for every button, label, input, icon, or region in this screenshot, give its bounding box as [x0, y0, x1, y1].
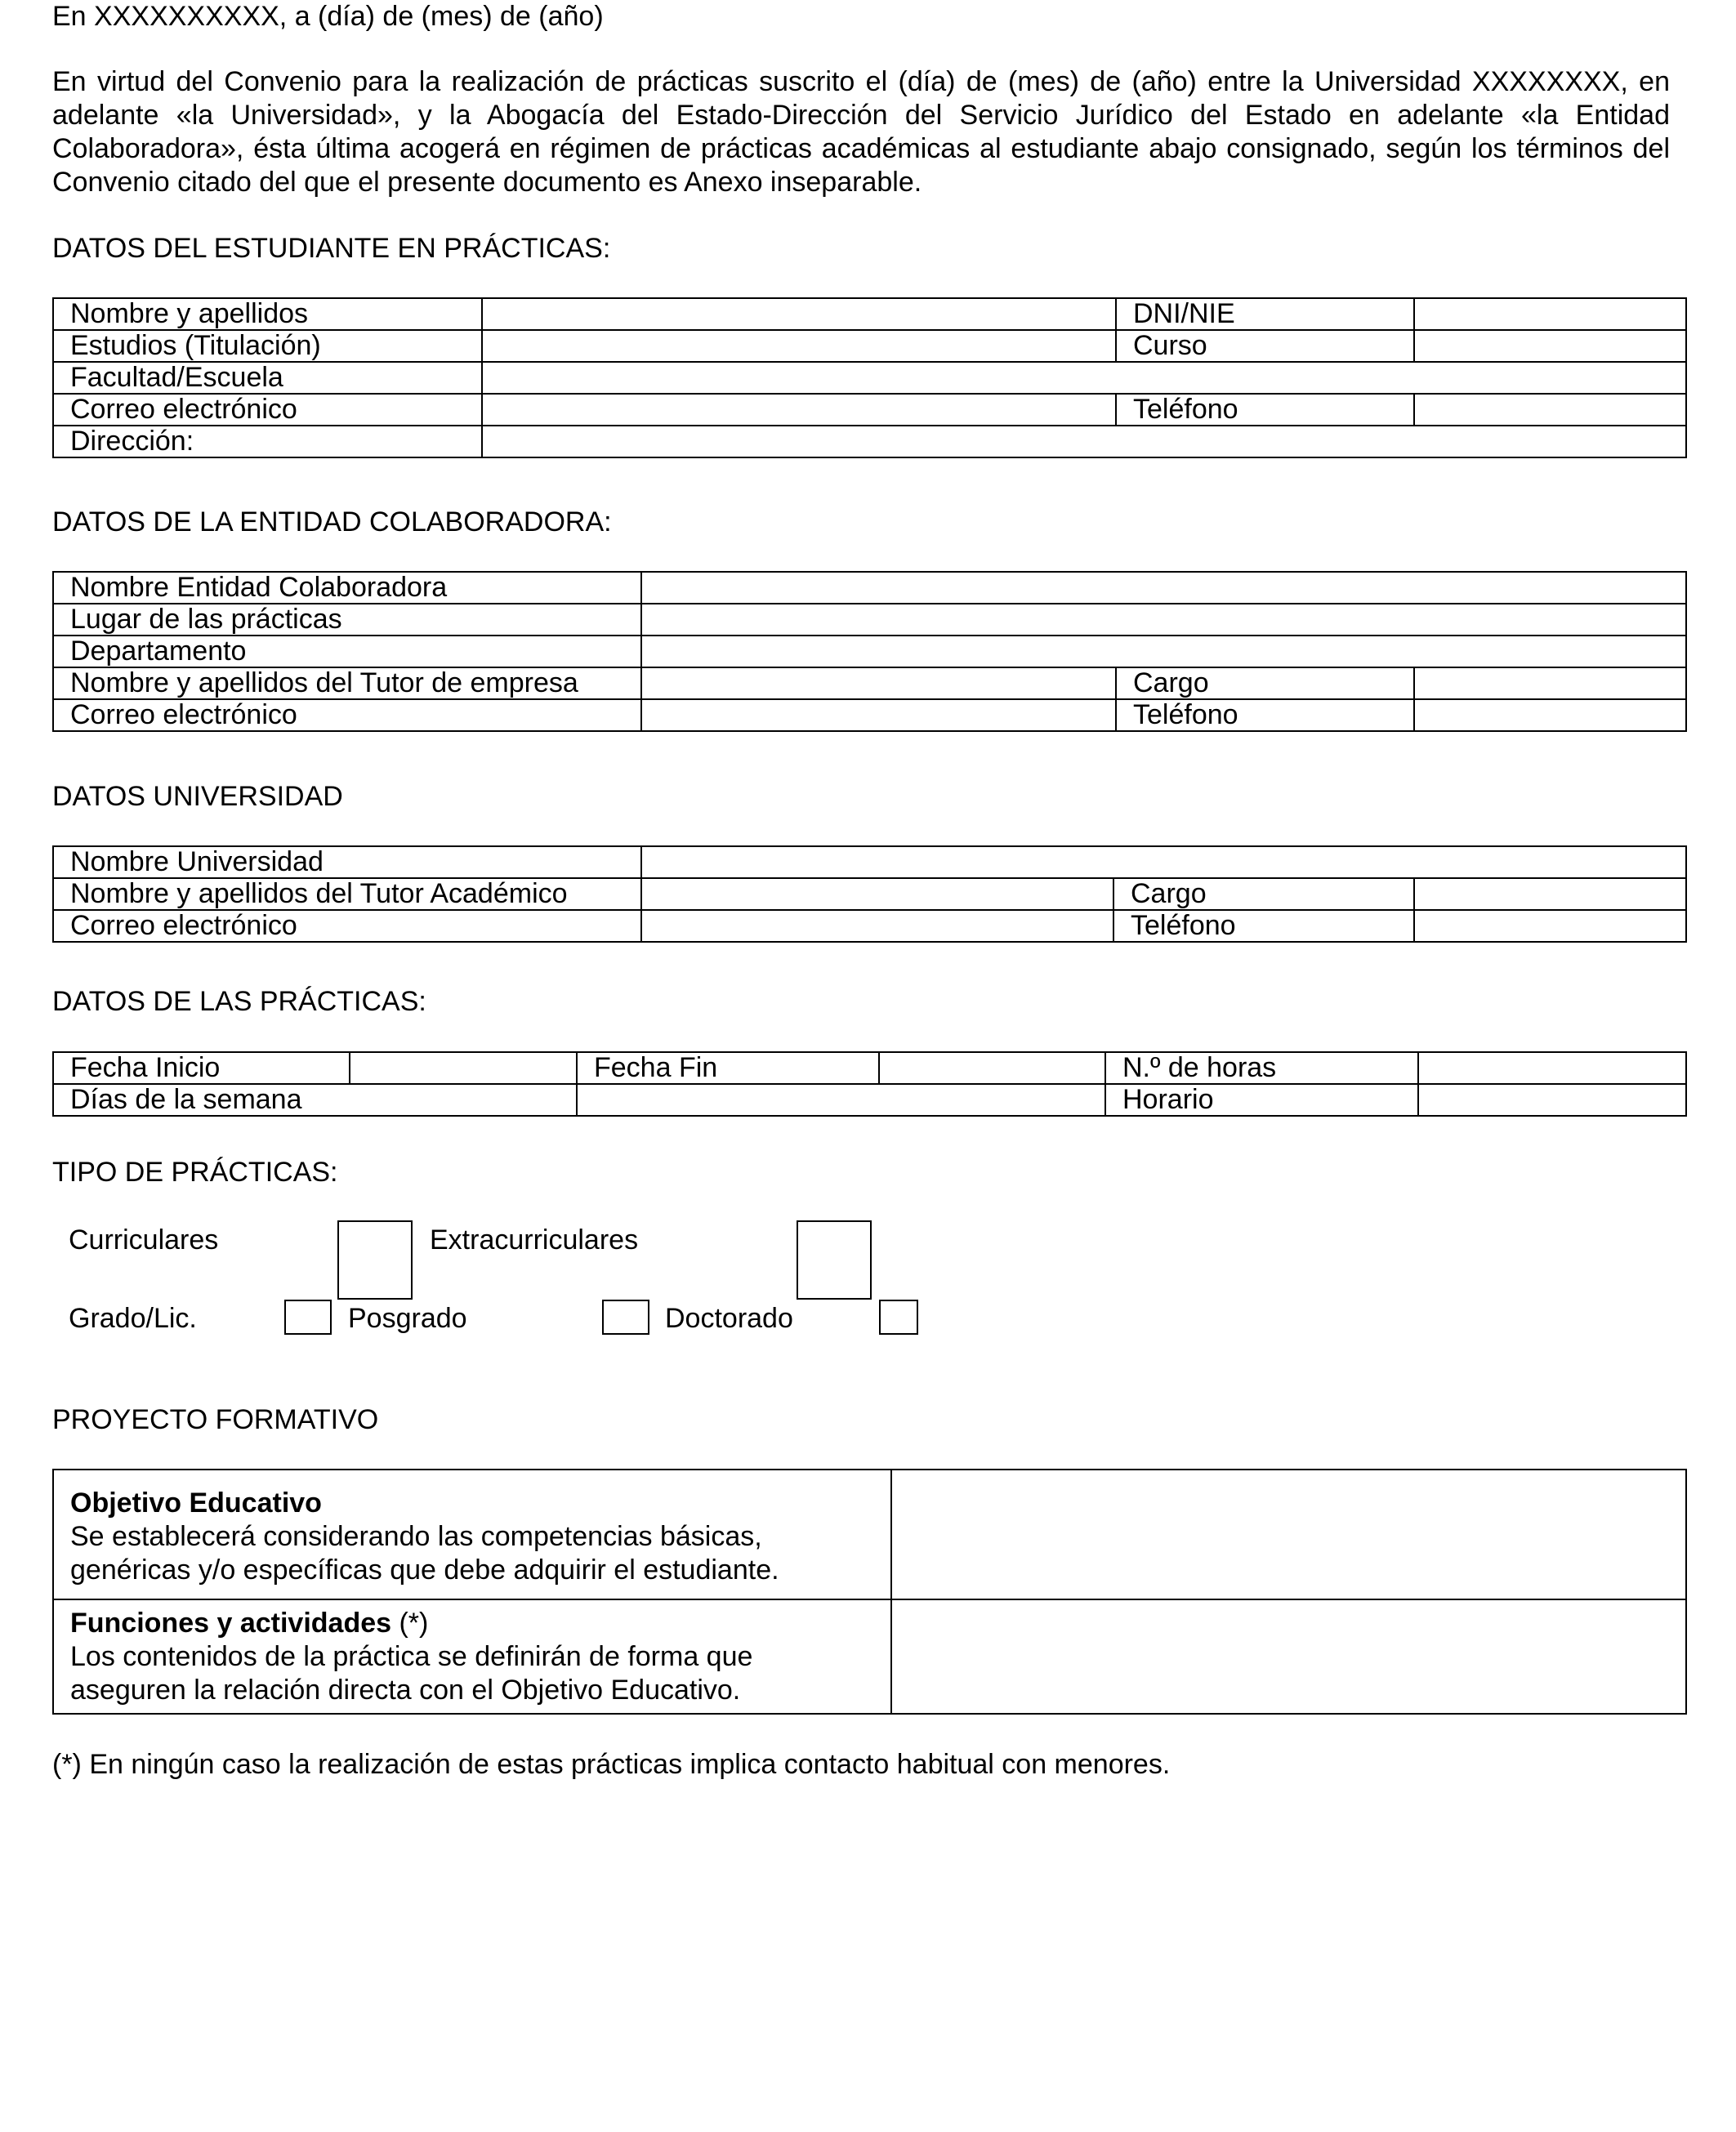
student-address-field[interactable] [482, 426, 1686, 457]
entity-tutor-label: Nombre y apellidos del Tutor de empresa [53, 667, 641, 699]
student-email-field[interactable] [482, 394, 1116, 426]
university-section-heading: DATOS UNIVERSIDAD [52, 781, 343, 812]
doctorate-label: Doctorado [665, 1303, 793, 1334]
footnote: (*) En ningún caso la realización de estas prácticas implica contacto habitual con menores. [52, 1749, 1171, 1780]
entity-name-field[interactable] [641, 572, 1686, 604]
entity-position-label: Cargo [1116, 667, 1414, 699]
entity-department-field[interactable] [641, 636, 1686, 667]
degree-checkbox[interactable] [284, 1300, 332, 1335]
objective-description: Se establecerá considerando las competencias básicas, genéricas y/o específicas que debe adquirir el estudiante. [70, 1521, 779, 1586]
university-name-label: Nombre Universidad [53, 846, 641, 878]
university-tutor-label: Nombre y apellidos del Tutor Académico [53, 878, 641, 910]
table-row [53, 426, 1686, 457]
university-tutor-field[interactable] [641, 878, 1113, 910]
entity-section-heading: DATOS DE LA ENTIDAD COLABORADORA: [52, 506, 612, 537]
objective-cell [53, 1470, 891, 1599]
curricular-checkbox[interactable] [337, 1220, 413, 1300]
entity-place-label: Lugar de las prácticas [53, 604, 641, 636]
weekdays-label: Días de la semana [53, 1084, 577, 1116]
table-row [53, 846, 1686, 878]
functions-cell [53, 1599, 891, 1714]
table-row [53, 298, 1686, 330]
practices-section-heading: DATOS DE LAS PRÁCTICAS: [52, 986, 426, 1017]
table-row [53, 330, 1686, 362]
hours-field[interactable] [1418, 1052, 1686, 1084]
weekdays-field[interactable] [577, 1084, 1105, 1116]
entity-phone-label: Teléfono [1116, 699, 1414, 731]
university-position-label: Cargo [1113, 878, 1414, 910]
entity-name-label: Nombre Entidad Colaboradora [53, 572, 641, 604]
start-date-field[interactable] [350, 1052, 577, 1084]
doctorate-checkbox[interactable] [879, 1300, 918, 1335]
start-date-label: Fecha Inicio [53, 1052, 350, 1084]
table-row [53, 699, 1686, 731]
table-row [53, 1052, 1686, 1084]
table-row [53, 394, 1686, 426]
type-section-heading: TIPO DE PRÁCTICAS: [52, 1157, 338, 1188]
place-date-line: En XXXXXXXXXX, a (día) de (mes) de (año) [52, 1, 604, 32]
practices-table [52, 1051, 1687, 1117]
project-section-heading: PROYECTO FORMATIVO [52, 1404, 379, 1435]
schedule-label: Horario [1105, 1084, 1418, 1116]
schedule-field[interactable] [1418, 1084, 1686, 1116]
functions-description: Los contenidos de la práctica se definirán de forma que aseguren la relación directa con el Objetivo Educativo. [70, 1641, 753, 1706]
project-table [52, 1469, 1687, 1715]
student-course-label: Curso [1116, 330, 1414, 362]
entity-department-label: Departamento [53, 636, 641, 667]
entity-table [52, 571, 1687, 732]
student-studies-field[interactable] [482, 330, 1116, 362]
entity-position-field[interactable] [1414, 667, 1686, 699]
university-name-field[interactable] [641, 846, 1686, 878]
table-row [53, 667, 1686, 699]
table-row [53, 362, 1686, 394]
hours-label: N.º de horas [1105, 1052, 1418, 1084]
student-name-field[interactable] [482, 298, 1116, 330]
curricular-label: Curriculares [69, 1224, 219, 1256]
functions-title: Funciones y actividades [70, 1608, 392, 1639]
student-faculty-field[interactable] [482, 362, 1686, 394]
table-row [53, 636, 1686, 667]
table-row [53, 1084, 1686, 1116]
entity-email-label: Correo electrónico [53, 699, 641, 731]
postgraduate-checkbox[interactable] [602, 1300, 649, 1335]
functions-footnote-mark: (*) [391, 1608, 429, 1639]
table-row [53, 1470, 1686, 1599]
student-email-label: Correo electrónico [53, 394, 482, 426]
table-row [53, 910, 1686, 942]
university-phone-label: Teléfono [1113, 910, 1414, 942]
end-date-field[interactable] [879, 1052, 1105, 1084]
degree-label: Grado/Lic. [69, 1303, 197, 1334]
entity-place-field[interactable] [641, 604, 1686, 636]
student-section-heading: DATOS DEL ESTUDIANTE EN PRÁCTICAS: [52, 233, 611, 264]
objective-field[interactable] [891, 1470, 1686, 1599]
university-phone-field[interactable] [1414, 910, 1686, 942]
entity-email-field[interactable] [641, 699, 1116, 731]
postgraduate-label: Posgrado [348, 1303, 467, 1334]
student-studies-label: Estudios (Titulación) [53, 330, 482, 362]
university-email-field[interactable] [641, 910, 1113, 942]
entity-phone-field[interactable] [1414, 699, 1686, 731]
student-table [52, 297, 1687, 458]
student-faculty-label: Facultad/Escuela [53, 362, 482, 394]
student-course-field[interactable] [1414, 330, 1686, 362]
table-row [53, 1599, 1686, 1714]
functions-field[interactable] [891, 1599, 1686, 1714]
end-date-label: Fecha Fin [577, 1052, 879, 1084]
student-address-label: Dirección: [53, 426, 482, 457]
university-position-field[interactable] [1414, 878, 1686, 910]
entity-tutor-field[interactable] [641, 667, 1116, 699]
extracurricular-label: Extracurriculares [430, 1224, 639, 1256]
university-email-label: Correo electrónico [53, 910, 641, 942]
student-name-label: Nombre y apellidos [53, 298, 482, 330]
objective-title: Objetivo Educativo [70, 1487, 322, 1519]
student-dni-field[interactable] [1414, 298, 1686, 330]
student-dni-label: DNI/NIE [1116, 298, 1414, 330]
student-phone-label: Teléfono [1116, 394, 1414, 426]
table-row [53, 572, 1686, 604]
table-row [53, 878, 1686, 910]
university-table [52, 845, 1687, 943]
extracurricular-checkbox[interactable] [797, 1220, 872, 1300]
table-row [53, 604, 1686, 636]
student-phone-field[interactable] [1414, 394, 1686, 426]
intro-paragraph: En virtud del Convenio para la realización de prácticas suscrito el (día) de (mes) de (año) entre la Universidad XXXXXXXX, en adelante «la Universidad», y la Abogacía del Estado-Dirección del Servicio Jurídico del Estado en adelante «la Entidad Colaboradora», ésta última acogerá en régimen de prácticas académicas al estudiante abajo consignado, según los términos del Convenio citado del que el presente documento es Anexo inseparable. [52, 66, 1670, 198]
